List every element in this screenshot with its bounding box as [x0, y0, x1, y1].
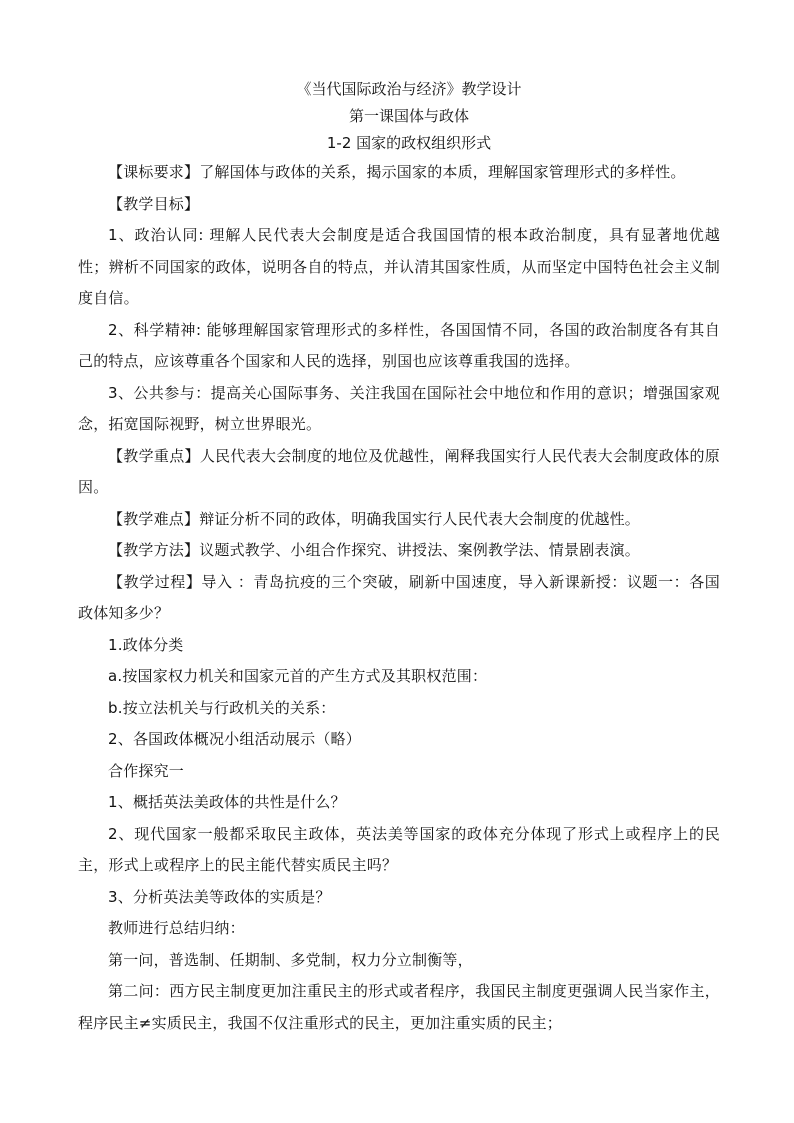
question-2: 2、现代国家一般都采取民主政体，英法美等国家的政体充分体现了形式上或程序上的民主，形式上或程序上的民主能代替实质民主吗？ — [78, 824, 720, 874]
list-item-overview: 2、各国政体概况小组活动展示（略） — [108, 730, 361, 748]
objective-scientific-spirit: 2、科学精神: 能够理解国家管理形式的多样性，各国国情不同，各国的政治制度各有其自己的特点，应该尊重各个国家和人民的选择，别国也应该尊重我国的选择。 — [78, 320, 720, 370]
heading-teaching-objectives: 【教学目标】 — [108, 194, 200, 213]
paragraph-teaching-focus: 【教学重点】人民代表大会制度的地位及优越性，阐释我国实行人民代表大会制度政体的原因。 — [78, 446, 720, 496]
document-title: 《当代国际政治与经济》教学设计 — [296, 80, 522, 98]
question-3: 3、分析英法美等政体的实质是？ — [108, 887, 331, 906]
objective-public-participation: 3、公共参与：提高关心国际事务、关注我国在国际社会中地位和作用的意识；增强国家观念，拓宽国际视野，树立世界眼光。 — [78, 383, 720, 433]
heading-cooperative-inquiry: 合作探究一 — [108, 761, 185, 780]
paragraph-curriculum-requirement: 【课标要求】了解国体与政体的关系，揭示国家的本质，理解国家管理形式的多样性。 — [108, 163, 686, 181]
teacher-summary-heading: 教师进行总结归纳： — [108, 919, 245, 937]
answer-1: 第一问，普选制、任期制、多党制，权力分立制衡等， — [108, 950, 473, 969]
question-1: 1、概括英法美政体的共性是什么？ — [108, 793, 346, 811]
paragraph-teaching-process: 【教学过程】导入 ：青岛抗疫的三个突破，刷新中国速度，导入新课新授：议题一：各国政体知多少？ — [78, 572, 720, 622]
answer-2: 第二问：西方民主制度更加注重民主的形式或者程序，我国民主制度更强调人民当家作主，程序民主≠实质民主，我国不仅注重形式的民主，更加注重实质的民主； — [78, 982, 720, 1032]
section-title: 1-2 国家的政权组织形式 — [326, 134, 492, 152]
lesson-title: 第一课国体与政体 — [348, 107, 469, 125]
list-item-b: b.按立法机关与行政机关的关系： — [108, 698, 336, 717]
paragraph-teaching-methods: 【教学方法】议题式教学、小组合作探究、讲授法、案例教学法、情景剧表演。 — [108, 541, 641, 559]
list-item-classification: 1.政体分类 — [108, 635, 184, 654]
paragraph-teaching-difficulty: 【教学难点】辩证分析不同的政体，明确我国实行人民代表大会制度的优越性。 — [108, 509, 641, 528]
list-item-a: a.按国家权力机关和国家元首的产生方式及其职权范围： — [108, 667, 488, 685]
objective-political-identity: 1、政治认同: 理解人民代表大会制度是适合我国国情的根本政治制度，具有显著地优越性；辨析不同国家的政体，说明各自的特点，并认清其国家性质，从而坚定中国特色社会主义制度自信。 — [78, 226, 720, 307]
document-body — [78, 76, 720, 1039]
